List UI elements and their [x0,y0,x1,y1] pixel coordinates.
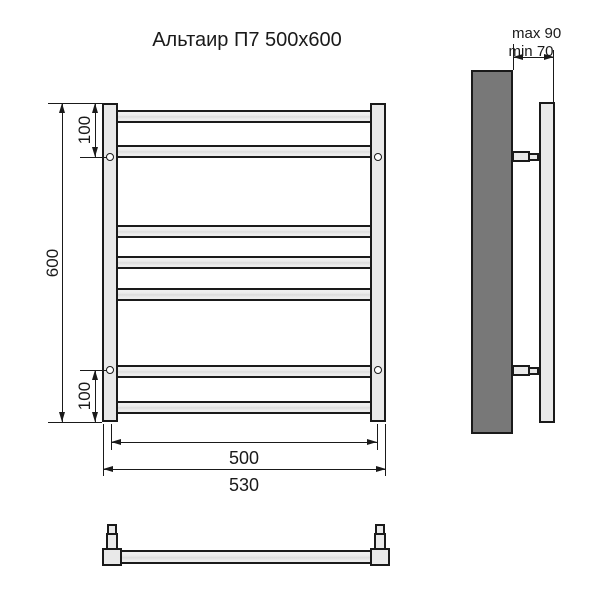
dim-label-min-depth: min 70 [508,43,554,60]
dim-label-max-depth: max 90 [512,25,562,42]
rung [116,401,372,414]
arrow-down-icon [59,412,65,422]
dim-line-530 [103,469,386,470]
mounting-hole [106,153,114,161]
rung [116,110,372,123]
rung [116,288,372,301]
arrow-right-icon [367,439,377,445]
wall-section [471,70,513,434]
dim-label-100-top: 100 [74,115,94,145]
arrow-up-icon [92,103,98,113]
left-post [102,103,118,422]
mounting-hole [374,153,382,161]
dim-label-530: 530 [228,475,260,495]
right-post [370,103,386,422]
bottom-rail-tube [120,550,372,564]
left-end-block [102,548,122,566]
arrow-down-icon [92,147,98,157]
right-end-block [370,548,390,566]
dim-line-500 [111,442,377,443]
mounting-hole [374,366,382,374]
rung [116,256,372,269]
extension-line-hole-bottom [80,370,107,371]
dim-label-100-bottom: 100 [74,381,94,411]
arrow-up-icon [92,370,98,380]
dim-label-500: 500 [228,448,260,468]
mounting-hole [106,366,114,374]
rung [116,145,372,158]
extension-line-500-left [111,424,112,450]
arrow-up-icon [59,103,65,113]
arrow-down-icon [92,412,98,422]
bracket-top-neck [528,153,539,161]
extension-line-hole-top [80,157,107,158]
arrow-left-icon [111,439,121,445]
extension-line-500-right [377,424,378,450]
drawing-title: Альтаир П7 500x600 [152,29,342,51]
dim-label-600: 600 [42,248,62,278]
dim-line-600 [62,103,63,422]
rung [116,225,372,238]
rail-side-profile [539,102,555,423]
extension-line-bottom [48,422,102,423]
arrow-left-icon [103,466,113,472]
rung [116,365,372,378]
bracket-bottom-neck [528,367,539,375]
arrow-right-icon [376,466,386,472]
